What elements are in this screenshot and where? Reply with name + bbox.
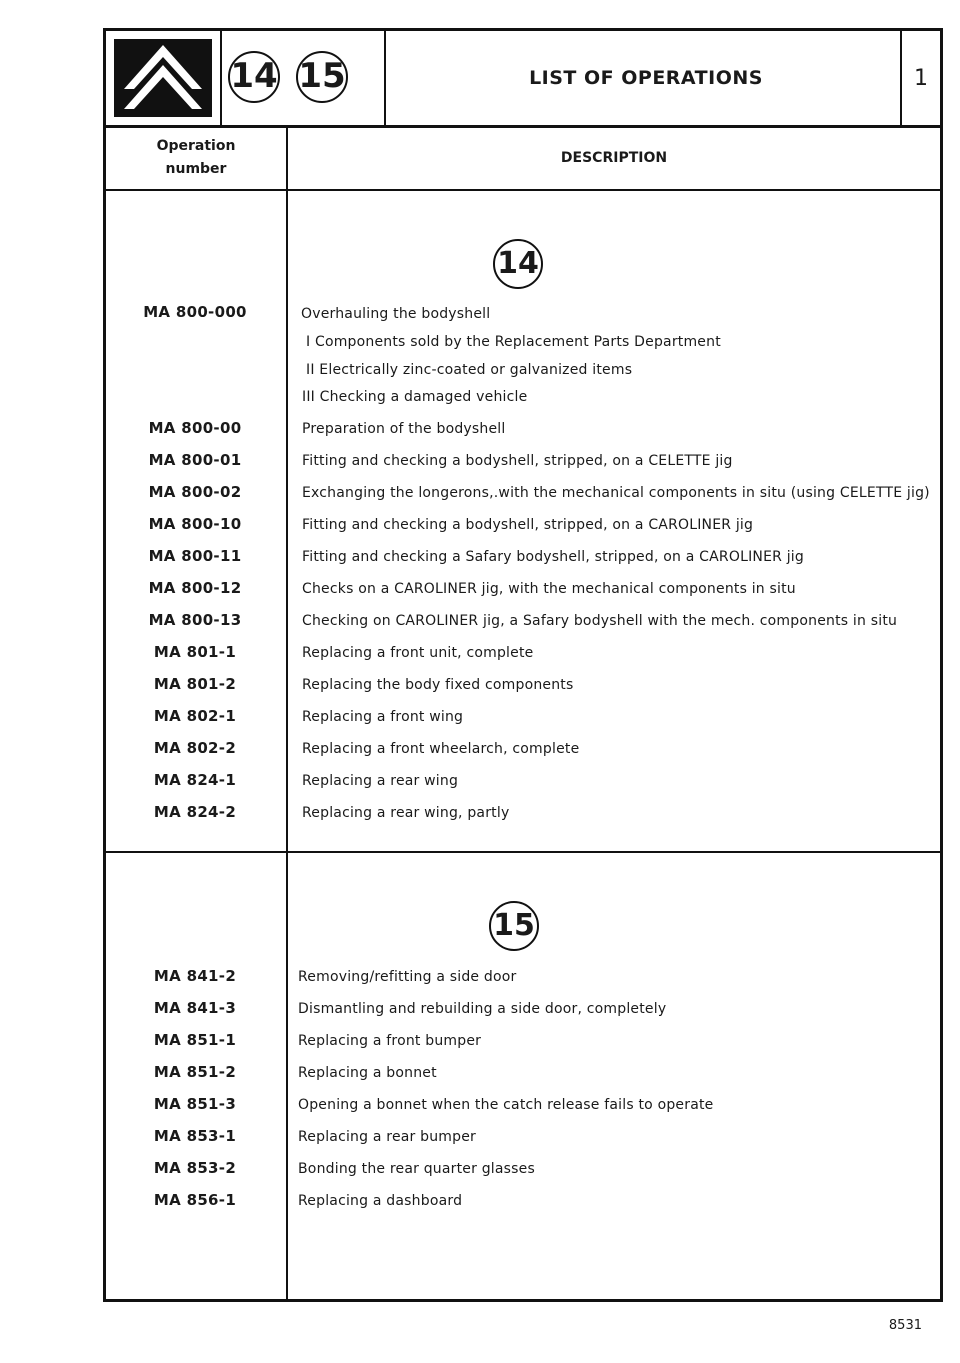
operation-description: Replacing a rear wing xyxy=(302,773,459,789)
operation-number: MA 800-02 xyxy=(148,483,242,501)
operation-number: MA 824-2 xyxy=(153,803,237,821)
page-number: 1 xyxy=(914,65,928,91)
header-row xyxy=(106,31,940,128)
operation-description: Exchanging the longerons,.with the mechanical components in situ (using CELETTE jig) xyxy=(302,485,930,501)
column-header-divider xyxy=(106,189,940,191)
document-code: 8531 xyxy=(888,1318,922,1333)
operation-description: Replacing a rear bumper xyxy=(298,1129,476,1145)
operation-column-header xyxy=(106,135,286,181)
operation-description: Checks on a CAROLINER jig, with the mechanical components in situ xyxy=(302,581,796,597)
operation-number: MA 800-12 xyxy=(148,579,242,597)
section-badge: 15 xyxy=(489,901,539,951)
operation-description: Replacing a dashboard xyxy=(298,1193,463,1209)
operation-description: Opening a bonnet when the catch release fails to operate xyxy=(298,1097,714,1113)
document-frame xyxy=(103,28,943,1302)
operation-number: MA 851-1 xyxy=(153,1031,237,1049)
operation-number: MA 853-1 xyxy=(153,1127,237,1145)
operation-number: MA 800-00 xyxy=(148,419,242,437)
operation-description: Replacing a rear wing, partly xyxy=(302,805,510,821)
operation-number: MA 800-10 xyxy=(148,515,242,533)
operation-number: MA 824-1 xyxy=(153,771,237,789)
operation-description: Fitting and checking a bodyshell, stripped, on a CELETTE jig xyxy=(302,453,733,469)
operation-description: Checking on CAROLINER jig, a Safary bodyshell with the mech. components in situ xyxy=(302,613,898,629)
operation-description: Replacing a front bumper xyxy=(298,1033,482,1049)
double-chevron-icon xyxy=(114,39,212,117)
operation-subitem: III Checking a damaged vehicle xyxy=(302,389,528,405)
operation-number: MA 856-1 xyxy=(153,1191,237,1209)
operation-number: MA 800-13 xyxy=(148,611,242,629)
operation-number: MA 853-2 xyxy=(153,1159,237,1177)
operation-number: MA 841-3 xyxy=(153,999,237,1017)
operation-description: Replacing a front wing xyxy=(302,709,464,725)
operation-subitem: I Components sold by the Replacement Parts Department xyxy=(306,334,721,350)
column-divider xyxy=(286,125,288,1302)
vehicle-codes xyxy=(228,47,378,107)
operation-number: MA 801-1 xyxy=(153,643,237,661)
operation-number: MA 800-11 xyxy=(148,547,242,565)
header-divider xyxy=(220,31,222,125)
operation-description: Replacing a front wheelarch, complete xyxy=(302,741,580,757)
operation-description: Bonding the rear quarter glasses xyxy=(298,1161,535,1177)
operation-description: Fitting and checking a bodyshell, stripped, on a CAROLINER jig xyxy=(302,517,754,533)
operation-number: MA 801-2 xyxy=(153,675,237,693)
operation-description: Overhauling the bodyshell xyxy=(301,306,491,322)
vehicle-code-badge: 14 xyxy=(228,51,280,103)
operation-number: MA 800-01 xyxy=(148,451,242,469)
description-column-header: DESCRIPTION xyxy=(560,150,668,166)
brand-logo xyxy=(114,39,212,117)
operation-description: Preparation of the bodyshell xyxy=(302,421,506,437)
operation-number: MA 802-1 xyxy=(153,707,237,725)
operation-number: MA 802-2 xyxy=(153,739,237,757)
section-badge: 14 xyxy=(493,239,543,289)
vehicle-code-badge: 15 xyxy=(296,51,348,103)
operation-number: MA 851-3 xyxy=(153,1095,237,1113)
operation-description: Fitting and checking a Safary bodyshell, stripped, on a CAROLINER jig xyxy=(302,549,804,565)
operation-description: Dismantling and rebuilding a side door, completely xyxy=(298,1001,667,1017)
operation-description: Replacing a front unit, complete xyxy=(302,645,534,661)
operation-description: Removing/refitting a side door xyxy=(298,969,517,985)
operation-header-line: number xyxy=(165,161,227,177)
operation-description: Replacing a bonnet xyxy=(298,1065,437,1081)
page-title: LIST OF OPERATIONS xyxy=(529,67,763,89)
operation-number: MA 800-000 xyxy=(143,303,247,321)
operation-description: Replacing the body fixed components xyxy=(302,677,574,693)
operation-subitem: II Electrically zinc-coated or galvanized items xyxy=(306,362,633,378)
operation-header-line: Operation xyxy=(156,138,236,154)
operation-number: MA 841-2 xyxy=(153,967,237,985)
operation-number: MA 851-2 xyxy=(153,1063,237,1081)
section-divider xyxy=(106,851,940,853)
